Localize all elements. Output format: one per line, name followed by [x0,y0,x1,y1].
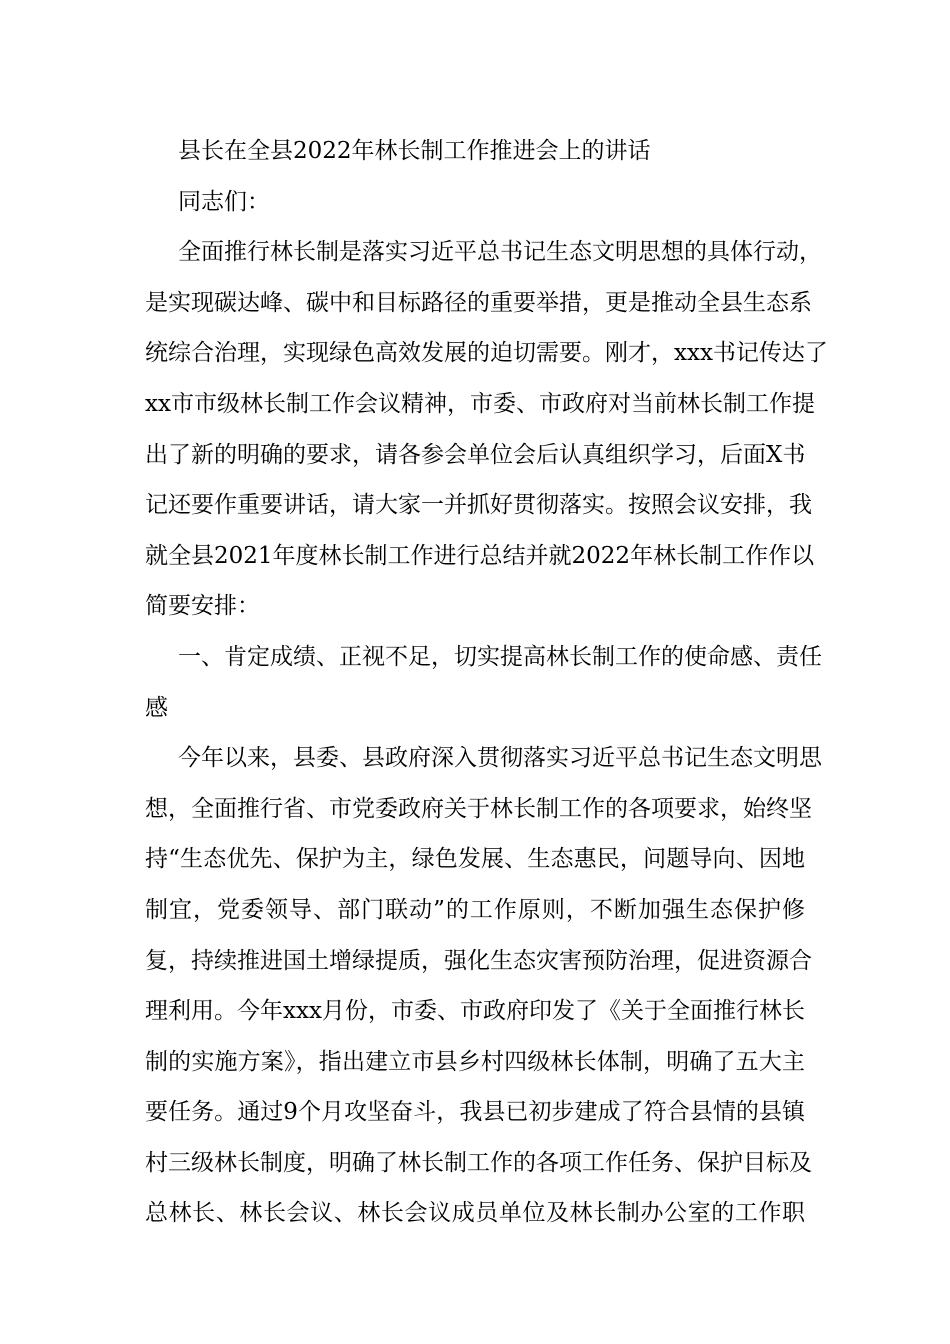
paragraph-2 [145,733,822,1239]
paragraph-line: 今年以来，县委、县政府深入贯彻落实习近平总书记生态文明思 [178,745,822,772]
greeting: 同志们： [178,188,270,215]
document-body [145,126,828,1239]
paragraph-1 [145,227,828,632]
paragraph-line: 就全县2021年度林长制工作进行总结并就2022年林长制工作作以 [145,542,815,569]
heading-line: 感 [145,694,168,721]
paragraph-line: 总林长、林长会议、林长会议成员单位及林长制办公室的工作职 [145,1200,805,1227]
document-title: 县长在全县2022年林长制工作推进会上的讲话 [178,138,651,164]
paragraph-line: 村三级林长制度，明确了林长制工作的各项工作任务、保护目标及 [145,1149,812,1176]
paragraph-line: 制的实施方案》，指出建立市县乡村四级林长体制，明确了五大主 [145,1048,805,1075]
paragraph-line: 想，全面推行省、市党委政府关于林长制工作的各项要求，始终坚 [145,795,812,822]
paragraph-line: 记还要作重要讲话，请大家一并抓好贯彻落实。按照会议安排，我 [145,492,812,519]
paragraph-line: 简要安排： [145,593,260,620]
paragraph-line: 是实现碳达峰、碳中和目标路径的重要举措，更是推动全县生态系 [145,289,812,316]
paragraph-line: 出了新的明确的要求，请各参会单位会后认真组织学习，后面X书 [145,441,806,468]
paragraph-line: 制宜，党委领导、部门联动”的工作原则，不断加强生态保护修 [145,896,805,923]
paragraph-line: 持“生态优先、保护为主，绿色发展、生态惠民，问题导向、因地 [145,846,805,873]
paragraph-line: 复，持续推进国土增绿提质，强化生态灾害预防治理，促进资源合 [145,947,812,974]
heading-line: 一、肯定成绩、正视不足，切实提高林长制工作的使命感、责任 [178,643,822,670]
paragraph-line: xx市市级林长制工作会议精神，市委、市政府对当前林长制工作提 [145,390,815,417]
paragraph-line: 统综合治理，实现绿色高效发展的迫切需要。刚才，xxx书记传达了 [145,340,828,367]
paragraph-line: 理利用。今年xxx月份，市委、市政府印发了《关于全面推行林长 [145,998,805,1025]
paragraph-line: 全面推行林长制是落实习近平总书记生态文明思想的具体行动， [178,239,822,266]
section-heading-1 [145,632,822,733]
paragraph-line: 要任务。通过9个月攻坚奋斗，我县已初步建成了符合县情的县镇 [145,1099,805,1126]
